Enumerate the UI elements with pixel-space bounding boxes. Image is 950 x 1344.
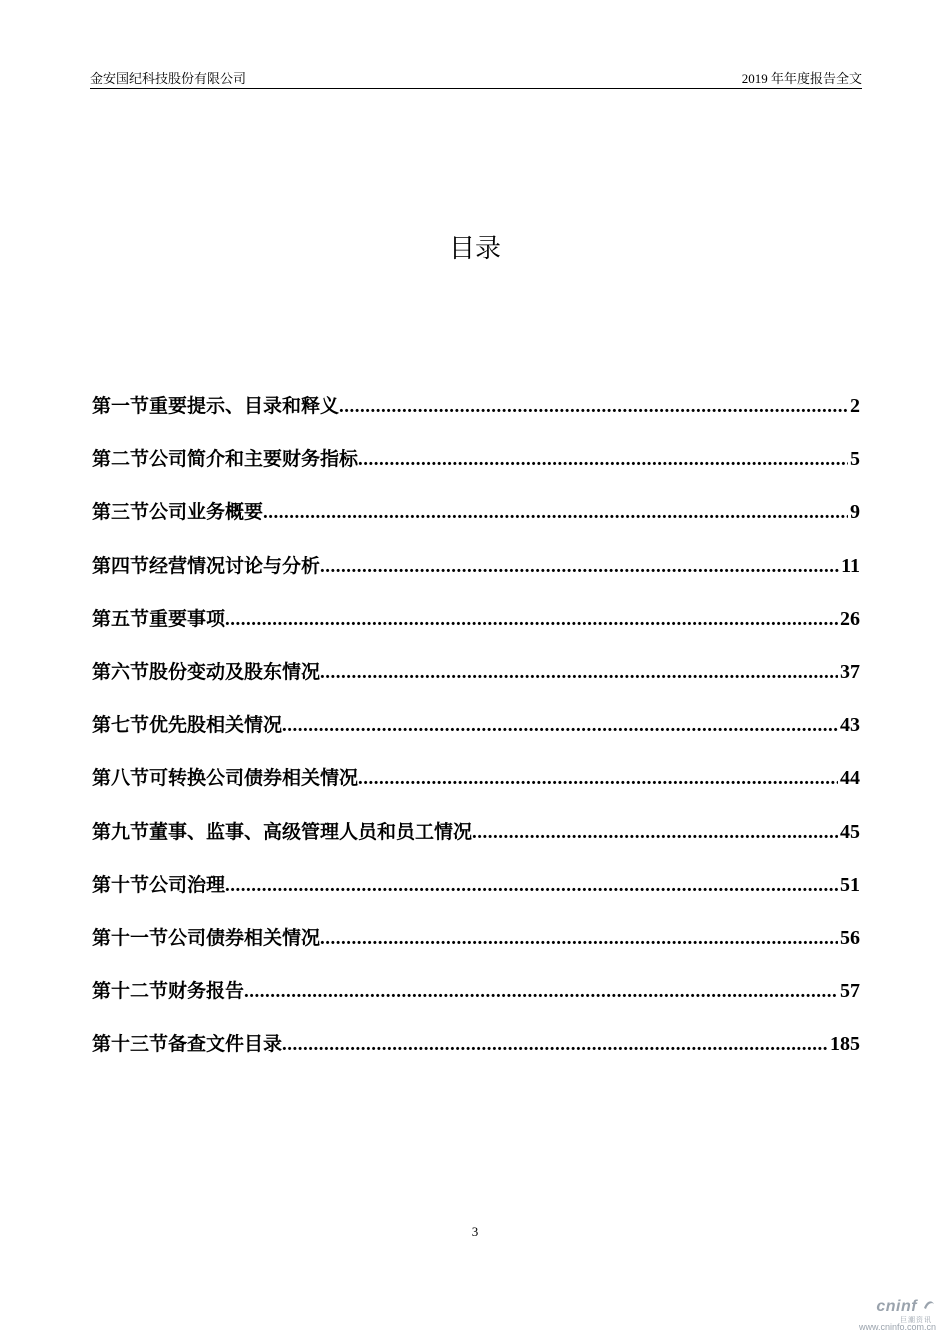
toc-entry-7[interactable] xyxy=(92,709,860,762)
toc-entry-page: 57 xyxy=(840,980,860,1003)
toc-entry-12[interactable] xyxy=(92,975,860,1028)
page-header xyxy=(90,66,862,89)
cninfo-logo-text: cninf xyxy=(876,1298,918,1315)
toc-dot-leader xyxy=(472,817,838,849)
toc-entry-label: 第二节公司简介和主要财务指标 xyxy=(92,448,359,471)
toc-entry-page: 11 xyxy=(841,554,860,577)
cninfo-logo xyxy=(836,1298,936,1316)
toc-entry-4[interactable] xyxy=(92,550,860,603)
toc-entry-page: 185 xyxy=(830,1033,860,1056)
toc-dot-leader xyxy=(263,497,848,529)
toc-entry-5[interactable] xyxy=(92,603,860,656)
toc-entry-label: 第九节董事、监事、高级管理人员和员工情况 xyxy=(92,820,473,843)
toc-dot-leader xyxy=(225,604,838,636)
header-report-title: 2019 年年度报告全文 xyxy=(741,71,862,86)
toc-entry-page: 43 xyxy=(840,714,860,737)
toc-dot-leader xyxy=(358,444,848,476)
toc-entry-label: 第七节优先股相关情况 xyxy=(92,714,283,737)
toc-entry-label: 第十三节备查文件目录 xyxy=(92,1033,283,1056)
toc-entry-label: 第一节重要提示、目录和释义 xyxy=(92,395,340,417)
toc-entry-10[interactable] xyxy=(92,869,860,922)
table-of-contents xyxy=(92,390,860,1081)
toc-entry-label: 第六节股份变动及股东情况 xyxy=(92,660,321,683)
toc-entry-9[interactable] xyxy=(92,816,860,869)
toc-dot-leader xyxy=(225,870,838,902)
toc-entry-2[interactable] xyxy=(92,443,860,496)
toc-entry-page: 44 xyxy=(840,767,860,790)
toc-entry-page: 26 xyxy=(840,607,860,630)
toc-entry-13[interactable] xyxy=(92,1028,860,1081)
cninfo-chinese-name: 巨潮资讯 xyxy=(900,1316,932,1324)
page-title: 目录 xyxy=(448,234,501,264)
page-number: 3 xyxy=(471,1224,479,1239)
toc-entry-page: 2 xyxy=(850,395,860,417)
toc-dot-leader xyxy=(320,923,838,955)
toc-entry-1[interactable] xyxy=(92,390,860,443)
toc-entry-page: 51 xyxy=(840,873,860,896)
toc-entry-3[interactable] xyxy=(92,496,860,549)
toc-entry-label: 第十一节公司债券相关情况 xyxy=(92,926,321,949)
toc-dot-leader xyxy=(320,657,838,689)
toc-entry-8[interactable] xyxy=(92,762,860,815)
toc-dot-leader xyxy=(339,391,848,423)
toc-entry-page: 37 xyxy=(840,660,860,683)
cninfo-url: www.cninfo.com.cn xyxy=(858,1322,936,1332)
toc-dot-leader xyxy=(282,1029,828,1061)
toc-entry-label: 第四节经营情况讨论与分析 xyxy=(92,554,321,577)
toc-entry-label: 第八节可转换公司债券相关情况 xyxy=(92,767,359,790)
cninfo-swirl-icon xyxy=(922,1298,936,1312)
toc-entry-page: 5 xyxy=(850,448,860,471)
toc-entry-label: 第五节重要事项 xyxy=(92,607,226,630)
toc-entry-page: 45 xyxy=(840,820,860,843)
toc-dot-leader xyxy=(282,710,838,742)
toc-dot-leader xyxy=(358,763,838,795)
header-company-name: 金安国纪科技股份有限公司 xyxy=(90,72,247,87)
toc-dot-leader xyxy=(320,551,839,583)
toc-entry-label: 第三节公司业务概要 xyxy=(92,501,264,524)
toc-entry-label: 第十二节财务报告 xyxy=(92,980,245,1003)
toc-entry-page: 56 xyxy=(840,926,860,949)
toc-dot-leader xyxy=(244,976,838,1008)
toc-entry-6[interactable] xyxy=(92,656,860,709)
cninfo-watermark xyxy=(836,1298,936,1332)
toc-entry-11[interactable] xyxy=(92,922,860,975)
toc-entry-page: 9 xyxy=(850,501,860,524)
toc-entry-label: 第十节公司治理 xyxy=(92,873,226,896)
